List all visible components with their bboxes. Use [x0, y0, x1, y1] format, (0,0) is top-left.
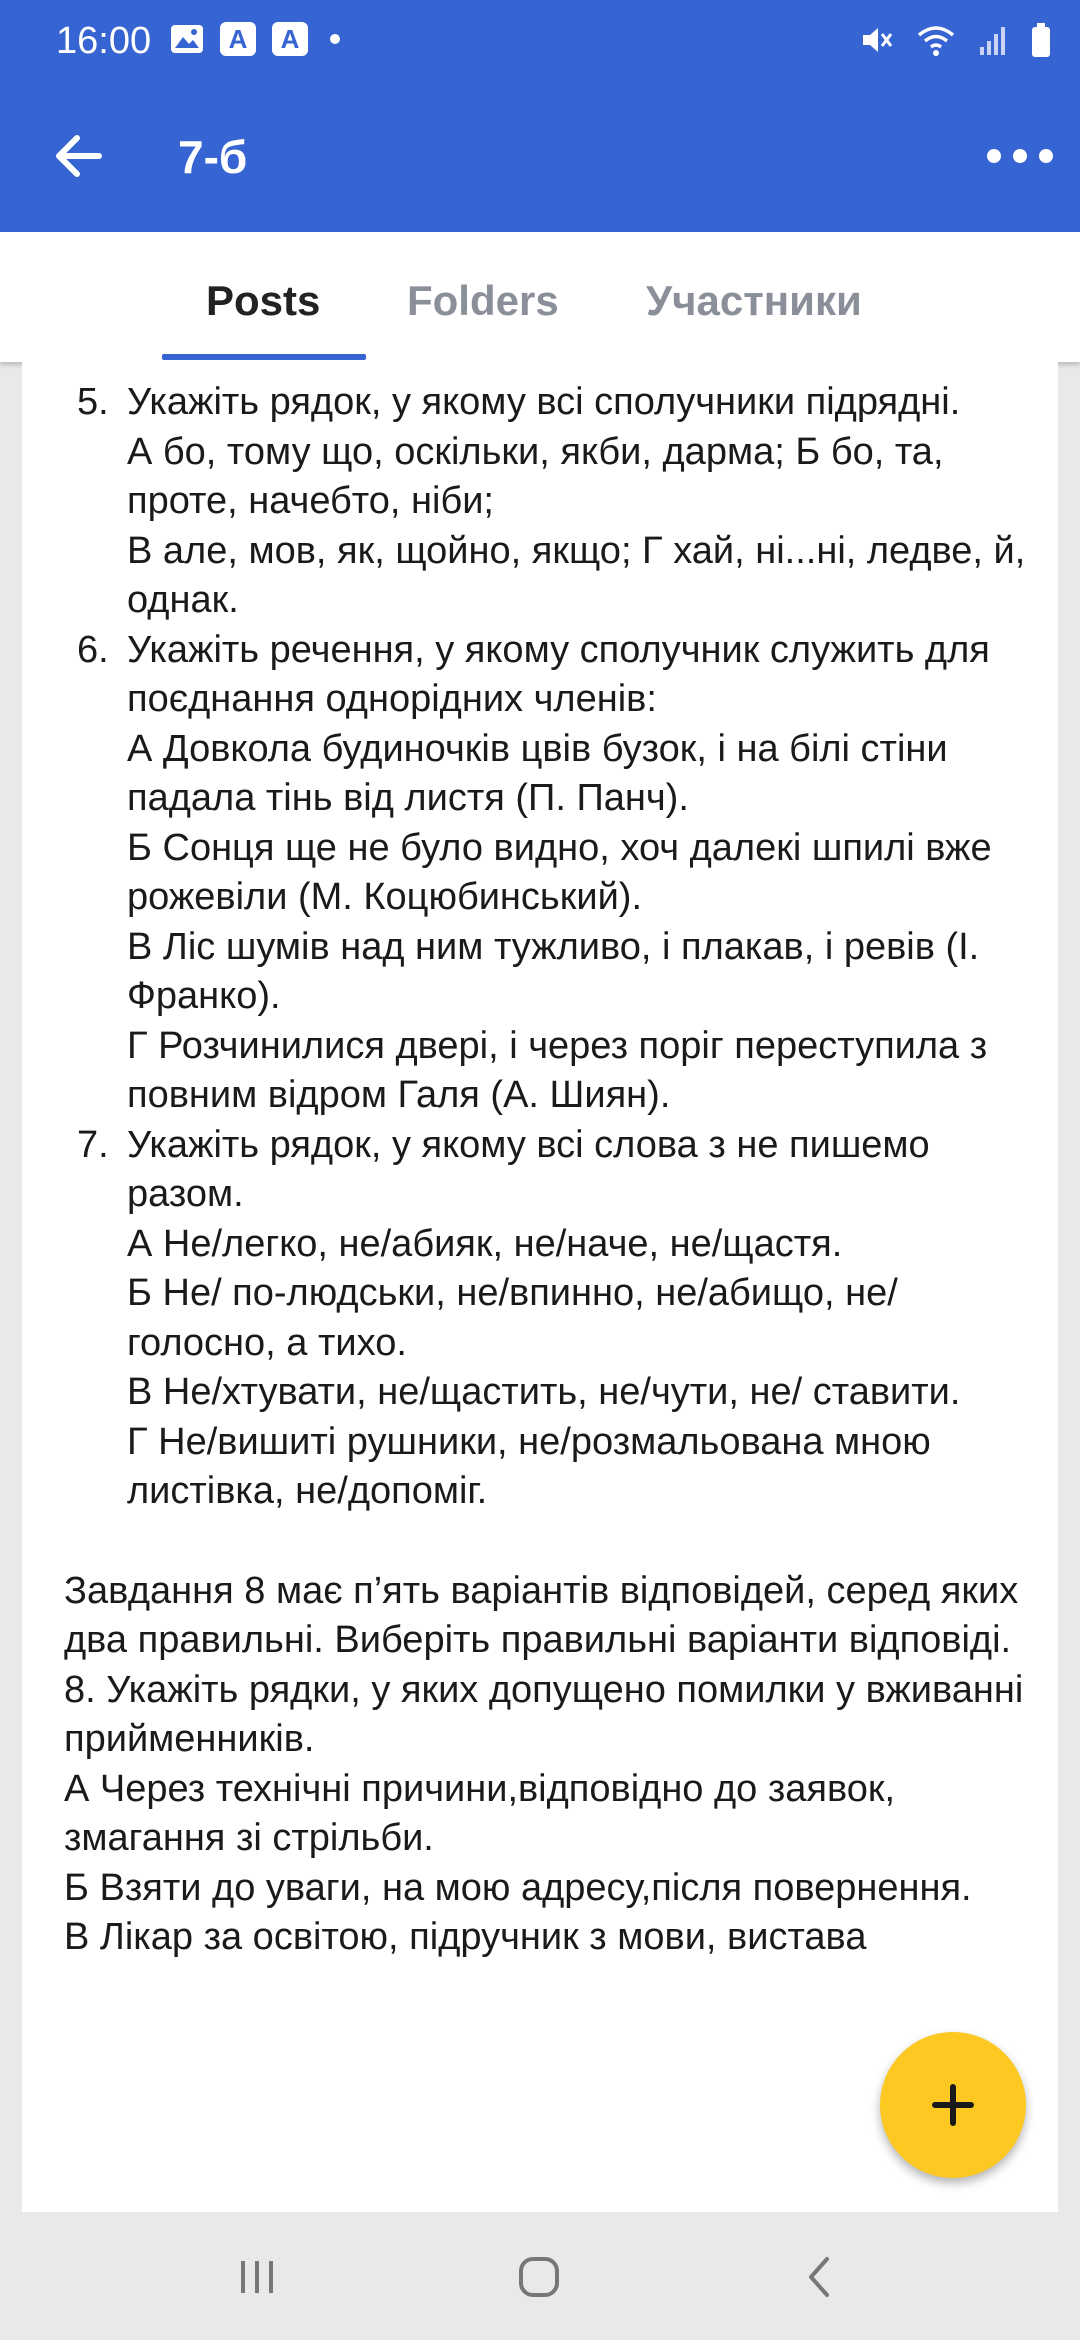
answer-option: А Через технічні причини,відповідно до заявок, змагання зі стрільби. — [64, 1767, 896, 1859]
system-navigation-bar — [0, 2212, 1080, 2340]
post-paragraphs — [22, 1567, 1058, 1963]
nav-back-icon — [801, 2253, 837, 2301]
answer-option: В але, мов, як, щойно, якщо; Г хай, ні...ні, ледве, й, однак. — [127, 529, 1026, 621]
signal-icon — [978, 23, 1008, 57]
tab-folders[interactable]: Folders — [407, 277, 559, 324]
question-text: 8. Укажіть рядки, у яких допущено помилки у вживанні прийменників. — [64, 1668, 1024, 1760]
question-text: Укажіть рядок, у якому всі слова з не пишемо разом. — [127, 1123, 930, 1215]
plus-icon — [931, 2083, 975, 2127]
question-text: Укажіть рядок, у якому всі сполучники підрядні. — [127, 381, 961, 423]
answer-option: Б Взяти до уваги, на мою адресу,після повернення. — [64, 1866, 972, 1909]
question-number: 7. — [77, 1123, 109, 1166]
answer-option: В Лікар за освітою, підручник з мови, вистава — [64, 1916, 867, 1958]
create-post-button[interactable] — [880, 2032, 1026, 2178]
status-time: 16:00 — [56, 20, 152, 62]
home-icon — [515, 2253, 563, 2301]
more-options-button[interactable] — [982, 118, 1058, 194]
question-7 — [77, 1121, 1028, 1517]
question-number: 6. — [77, 628, 109, 671]
recents-button[interactable] — [212, 2242, 302, 2312]
battery-icon — [1030, 22, 1052, 58]
task-instruction: Завдання 8 має п’ять варіантів відповідей, серед яких два правильні. Виберіть правильні варіанти відповіді. — [64, 1569, 1019, 1661]
home-button[interactable] — [494, 2242, 584, 2312]
answer-option: Б Не/ по-людськи, не/впинно, не/абищо, не/голосно, а тихо. — [127, 1272, 898, 1364]
active-tab-indicator — [162, 354, 366, 360]
gallery-icon — [170, 24, 204, 54]
more-notifications-icon — [330, 34, 340, 44]
nav-back-button[interactable] — [774, 2242, 864, 2312]
question-text: Укажіть речення, у якому сполучник служить для поєднання однорідних членів: — [127, 628, 990, 720]
question-list — [22, 378, 1058, 1517]
notification-icons — [170, 22, 340, 56]
answer-option: А бо, тому що, оскільки, якби, дарма; Б бо, та, проте, начебто, ніби; — [127, 430, 944, 522]
tab-posts[interactable]: Posts — [206, 277, 321, 324]
back-button[interactable] — [40, 118, 116, 194]
recents-icon — [235, 2257, 279, 2297]
answer-option: А Довкола будиночків цвів бузок, і на білі стіни падала тінь від листя (П. Панч). — [127, 727, 948, 819]
post-body — [22, 362, 1058, 1963]
answer-option: Б Сонця ще не було видно, хоч далекі шпилі вже рожевіли (М. Коцюбинський). — [127, 826, 992, 918]
mute-icon — [860, 23, 894, 57]
tab-bar — [0, 232, 1080, 362]
paragraph-spacer — [22, 1517, 1058, 1567]
answer-option: А Не/легко, не/абияк, не/наче, не/щастя. — [127, 1222, 843, 1265]
tab-members[interactable]: Участники — [646, 277, 862, 324]
status-bar — [0, 0, 1080, 82]
app-badge-icon: A — [220, 22, 256, 56]
question-number: 5. — [77, 381, 109, 423]
question-6 — [77, 626, 1028, 1121]
answer-option: В Не/хтувати, не/щастить, не/чути, не/ ставити. — [127, 1371, 961, 1413]
more-vert-icon — [985, 146, 1055, 166]
system-icons — [860, 22, 1052, 58]
wifi-icon — [916, 23, 956, 57]
answer-option: Г Розчинилися двері, і через поріг переступила з повним відром Галя (А. Шиян). — [127, 1024, 988, 1116]
answer-option: Г Не/вишиті рушники, не/розмальована мною листівка, не/допоміг. — [127, 1420, 931, 1512]
group-title: 7-б — [178, 131, 248, 183]
answer-option: В Ліс шумів над ним тужливо, і плакав, і ревів (І. Франко). — [127, 925, 980, 1017]
question-5 — [77, 378, 1028, 626]
arrow-back-icon — [53, 134, 103, 178]
app-bar — [0, 82, 1080, 232]
app-badge-icon: A — [272, 22, 308, 56]
post-card[interactable] — [22, 362, 1058, 2212]
